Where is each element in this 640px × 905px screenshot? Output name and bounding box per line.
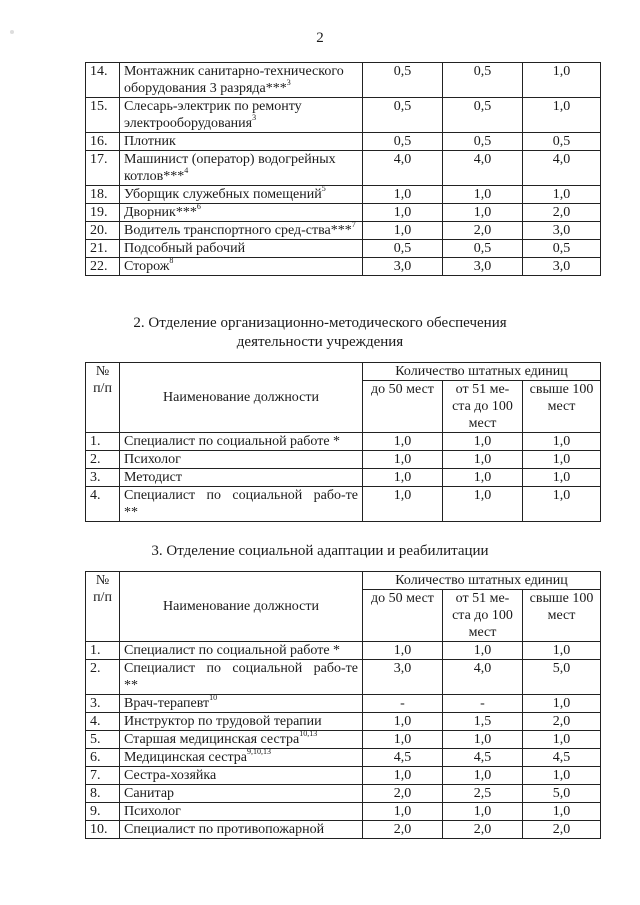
row-number: 4. xyxy=(86,713,120,731)
staff-count-col-3: 4,0 xyxy=(523,151,601,186)
position-name-cell xyxy=(120,821,363,839)
header-count: Количество штатных единиц xyxy=(363,572,601,590)
staff-count-col-2: 4,0 xyxy=(443,151,523,186)
position-name-cell xyxy=(120,222,363,240)
table-row xyxy=(86,133,601,151)
position-name-cell xyxy=(120,785,363,803)
table-row xyxy=(86,204,601,222)
staff-count-col-1: 2,0 xyxy=(363,821,443,839)
header-col-1: до 50 мест xyxy=(363,590,443,642)
table-row xyxy=(86,767,601,785)
staff-count-col-2: 0,5 xyxy=(443,98,523,133)
section-3-title: 3. Отделение социальной адаптации и реабилитации xyxy=(151,543,489,559)
position-name: Плотник xyxy=(124,134,176,149)
table-row xyxy=(86,258,601,276)
position-name-cell xyxy=(120,186,363,204)
staff-count-col-3: 1,0 xyxy=(523,63,601,98)
table-row xyxy=(86,186,601,204)
row-number: 3. xyxy=(86,695,120,713)
section-2-title: 2. Отделение организационно-методического обеспечения деятельности учреждения xyxy=(133,315,507,350)
table-row xyxy=(86,713,601,731)
staff-count-col-2: 2,5 xyxy=(443,785,523,803)
staff-count-col-3: 5,0 xyxy=(523,660,601,695)
row-number: 17. xyxy=(86,151,120,186)
staff-count-col-1: 4,0 xyxy=(363,151,443,186)
header-col-2: от 51 ме-ста до 100 мест xyxy=(443,590,523,642)
staff-count-col-3: 2,0 xyxy=(523,821,601,839)
header-col-3: свыше 100 мест xyxy=(523,381,601,433)
header-position: Наименование должности xyxy=(120,572,363,642)
table-row xyxy=(86,240,601,258)
position-name: Методист xyxy=(124,470,182,485)
position-name: Психолог xyxy=(124,452,181,467)
header-position: Наименование должности xyxy=(120,363,363,433)
footnote-ref: 3 xyxy=(252,113,257,123)
section-3-table xyxy=(85,571,601,839)
position-name: Психолог xyxy=(124,804,181,819)
row-number: 15. xyxy=(86,98,120,133)
header-col-2: от 51 ме-ста до 100 мест xyxy=(443,381,523,433)
staff-count-col-2: 3,0 xyxy=(443,258,523,276)
row-number: 5. xyxy=(86,731,120,749)
staff-count-col-2: 2,0 xyxy=(443,222,523,240)
position-name: Дворник*** xyxy=(124,205,197,220)
table-row xyxy=(86,660,601,695)
position-name: Уборщик служебных помещений xyxy=(124,187,322,202)
position-name-cell xyxy=(120,469,363,487)
table-row xyxy=(86,821,601,839)
position-name-cell xyxy=(120,151,363,186)
row-number: 19. xyxy=(86,204,120,222)
footnote-ref: 6 xyxy=(196,202,201,212)
position-name-cell xyxy=(120,660,363,695)
staff-count-col-3: 2,0 xyxy=(523,713,601,731)
staff-count-col-1: 4,5 xyxy=(363,749,443,767)
staff-count-col-1: 3,0 xyxy=(363,660,443,695)
staff-count-col-3: 1,0 xyxy=(523,433,601,451)
footnote-ref: 7 xyxy=(351,220,356,230)
staff-count-col-3: 3,0 xyxy=(523,258,601,276)
page-number: 2 xyxy=(316,30,324,46)
row-number: 6. xyxy=(86,749,120,767)
table-row xyxy=(86,785,601,803)
row-number: 10. xyxy=(86,821,120,839)
row-number: 18. xyxy=(86,186,120,204)
staff-count-col-1: 1,0 xyxy=(363,731,443,749)
staff-count-col-2: 1,0 xyxy=(443,204,523,222)
staff-count-col-3: 1,0 xyxy=(523,186,601,204)
position-name: Машинист (оператор) водогрейных котлов*** xyxy=(124,152,336,184)
staff-count-col-1: - xyxy=(363,695,443,713)
table-row xyxy=(86,731,601,749)
footnote-ref: 5 xyxy=(321,184,326,194)
position-name: Монтажник санитарно-технического оборудования 3 разряда*** xyxy=(124,64,344,96)
staff-count-col-3: 1,0 xyxy=(523,803,601,821)
position-name-cell xyxy=(120,803,363,821)
position-name-cell xyxy=(120,258,363,276)
staff-count-col-2: 0,5 xyxy=(443,240,523,258)
table-row xyxy=(86,749,601,767)
footnote-ref: 10,13 xyxy=(299,729,318,739)
row-number: 1. xyxy=(86,642,120,660)
section-2-table xyxy=(85,362,601,522)
position-name-cell xyxy=(120,63,363,98)
staff-count-col-2: 1,0 xyxy=(443,487,523,522)
row-number: 7. xyxy=(86,767,120,785)
row-number: 1. xyxy=(86,433,120,451)
position-name: Подсобный рабочий xyxy=(124,241,246,256)
position-name: Сторож xyxy=(124,259,170,274)
staff-count-col-2: 1,0 xyxy=(443,186,523,204)
row-number: 4. xyxy=(86,487,120,522)
staff-table-continuation xyxy=(85,62,601,276)
position-name-cell xyxy=(120,98,363,133)
staff-count-col-2: 1,5 xyxy=(443,713,523,731)
position-name: Сестра-хозяйка xyxy=(124,768,217,783)
position-name: Медицинская сестра xyxy=(124,750,248,765)
position-name-cell xyxy=(120,695,363,713)
staff-count-col-3: 3,0 xyxy=(523,222,601,240)
staff-count-col-3: 0,5 xyxy=(523,133,601,151)
staff-count-col-2: 1,0 xyxy=(443,469,523,487)
table-row xyxy=(86,433,601,451)
position-name-cell xyxy=(120,767,363,785)
staff-count-col-1: 1,0 xyxy=(363,713,443,731)
table-row xyxy=(86,642,601,660)
footnote-ref: 3 xyxy=(286,78,291,88)
staff-count-col-3: 0,5 xyxy=(523,240,601,258)
position-name-cell xyxy=(120,240,363,258)
staff-count-col-1: 0,5 xyxy=(363,133,443,151)
table-row xyxy=(86,469,601,487)
position-name-cell xyxy=(120,204,363,222)
position-name-cell xyxy=(120,642,363,660)
table-row xyxy=(86,63,601,98)
staff-count-col-1: 0,5 xyxy=(363,98,443,133)
staff-count-col-1: 1,0 xyxy=(363,767,443,785)
header-num: № п/п xyxy=(86,572,120,642)
staff-count-col-3: 1,0 xyxy=(523,695,601,713)
table-row xyxy=(86,803,601,821)
footnote-ref: 9,10,13 xyxy=(247,747,272,757)
row-number: 2. xyxy=(86,451,120,469)
position-name: Специалист по социальной рабо-те ** xyxy=(124,488,358,520)
header-count: Количество штатных единиц xyxy=(363,363,601,381)
position-name: Водитель транспортного сред-ства*** xyxy=(124,223,352,238)
table-row xyxy=(86,451,601,469)
position-name-cell xyxy=(120,487,363,522)
row-number: 3. xyxy=(86,469,120,487)
staff-count-col-1: 1,0 xyxy=(363,204,443,222)
position-name: Старшая медицинская сестра xyxy=(124,732,300,747)
staff-count-col-1: 1,0 xyxy=(363,222,443,240)
row-number: 16. xyxy=(86,133,120,151)
staff-count-col-3: 2,0 xyxy=(523,204,601,222)
table-row xyxy=(86,222,601,240)
table-row xyxy=(86,151,601,186)
staff-count-col-2: 1,0 xyxy=(443,451,523,469)
position-name-cell xyxy=(120,731,363,749)
header-col-1: до 50 мест xyxy=(363,381,443,433)
position-name: Инструктор по трудовой терапии xyxy=(124,714,322,729)
position-name: Специалист по социальной рабо-те ** xyxy=(124,661,358,693)
staff-count-col-1: 1,0 xyxy=(363,469,443,487)
position-name-cell xyxy=(120,451,363,469)
staff-count-col-2: 0,5 xyxy=(443,63,523,98)
staff-count-col-2: 4,5 xyxy=(443,749,523,767)
staff-count-col-2: - xyxy=(443,695,523,713)
staff-count-col-2: 0,5 xyxy=(443,133,523,151)
position-name: Слесарь-электрик по ремонту электрооборудования xyxy=(124,99,302,131)
table-row xyxy=(86,98,601,133)
staff-count-col-2: 2,0 xyxy=(443,821,523,839)
staff-count-col-3: 1,0 xyxy=(523,767,601,785)
position-name-cell xyxy=(120,133,363,151)
position-name-cell xyxy=(120,749,363,767)
staff-count-col-3: 1,0 xyxy=(523,487,601,522)
position-name: Специалист по социальной работе * xyxy=(124,643,341,658)
staff-count-col-2: 1,0 xyxy=(443,433,523,451)
staff-count-col-1: 1,0 xyxy=(363,186,443,204)
row-number: 21. xyxy=(86,240,120,258)
position-name: Специалист по социальной работе * xyxy=(124,434,341,449)
position-name: Санитар xyxy=(124,786,175,801)
staff-count-col-2: 1,0 xyxy=(443,731,523,749)
staff-count-col-3: 4,5 xyxy=(523,749,601,767)
staff-count-col-3: 5,0 xyxy=(523,785,601,803)
staff-count-col-1: 1,0 xyxy=(363,803,443,821)
row-number: 20. xyxy=(86,222,120,240)
position-name: Специалист по противопожарной xyxy=(124,822,325,837)
header-num: № п/п xyxy=(86,363,120,433)
table-row xyxy=(86,695,601,713)
position-name-cell xyxy=(120,713,363,731)
row-number: 14. xyxy=(86,63,120,98)
staff-count-col-1: 1,0 xyxy=(363,433,443,451)
row-number: 9. xyxy=(86,803,120,821)
staff-count-col-1: 1,0 xyxy=(363,642,443,660)
staff-count-col-3: 1,0 xyxy=(523,469,601,487)
footnote-ref: 4 xyxy=(184,166,189,176)
staff-count-col-1: 2,0 xyxy=(363,785,443,803)
table-row xyxy=(86,487,601,522)
header-col-3: свыше 100 мест xyxy=(523,590,601,642)
staff-count-col-3: 1,0 xyxy=(523,731,601,749)
staff-count-col-1: 1,0 xyxy=(363,487,443,522)
staff-count-col-1: 0,5 xyxy=(363,63,443,98)
staff-count-col-3: 1,0 xyxy=(523,98,601,133)
staff-count-col-2: 1,0 xyxy=(443,803,523,821)
footnote-ref: 10 xyxy=(209,693,218,703)
position-name-cell xyxy=(120,433,363,451)
row-number: 22. xyxy=(86,258,120,276)
staff-count-col-1: 1,0 xyxy=(363,451,443,469)
staff-count-col-2: 1,0 xyxy=(443,767,523,785)
footnote-ref: 8 xyxy=(169,256,174,266)
row-number: 2. xyxy=(86,660,120,695)
position-name: Врач-терапевт xyxy=(124,696,210,711)
row-number: 8. xyxy=(86,785,120,803)
staff-count-col-2: 1,0 xyxy=(443,642,523,660)
staff-count-col-1: 0,5 xyxy=(363,240,443,258)
staff-count-col-2: 4,0 xyxy=(443,660,523,695)
staff-count-col-3: 1,0 xyxy=(523,642,601,660)
staff-count-col-1: 3,0 xyxy=(363,258,443,276)
staff-count-col-3: 1,0 xyxy=(523,451,601,469)
